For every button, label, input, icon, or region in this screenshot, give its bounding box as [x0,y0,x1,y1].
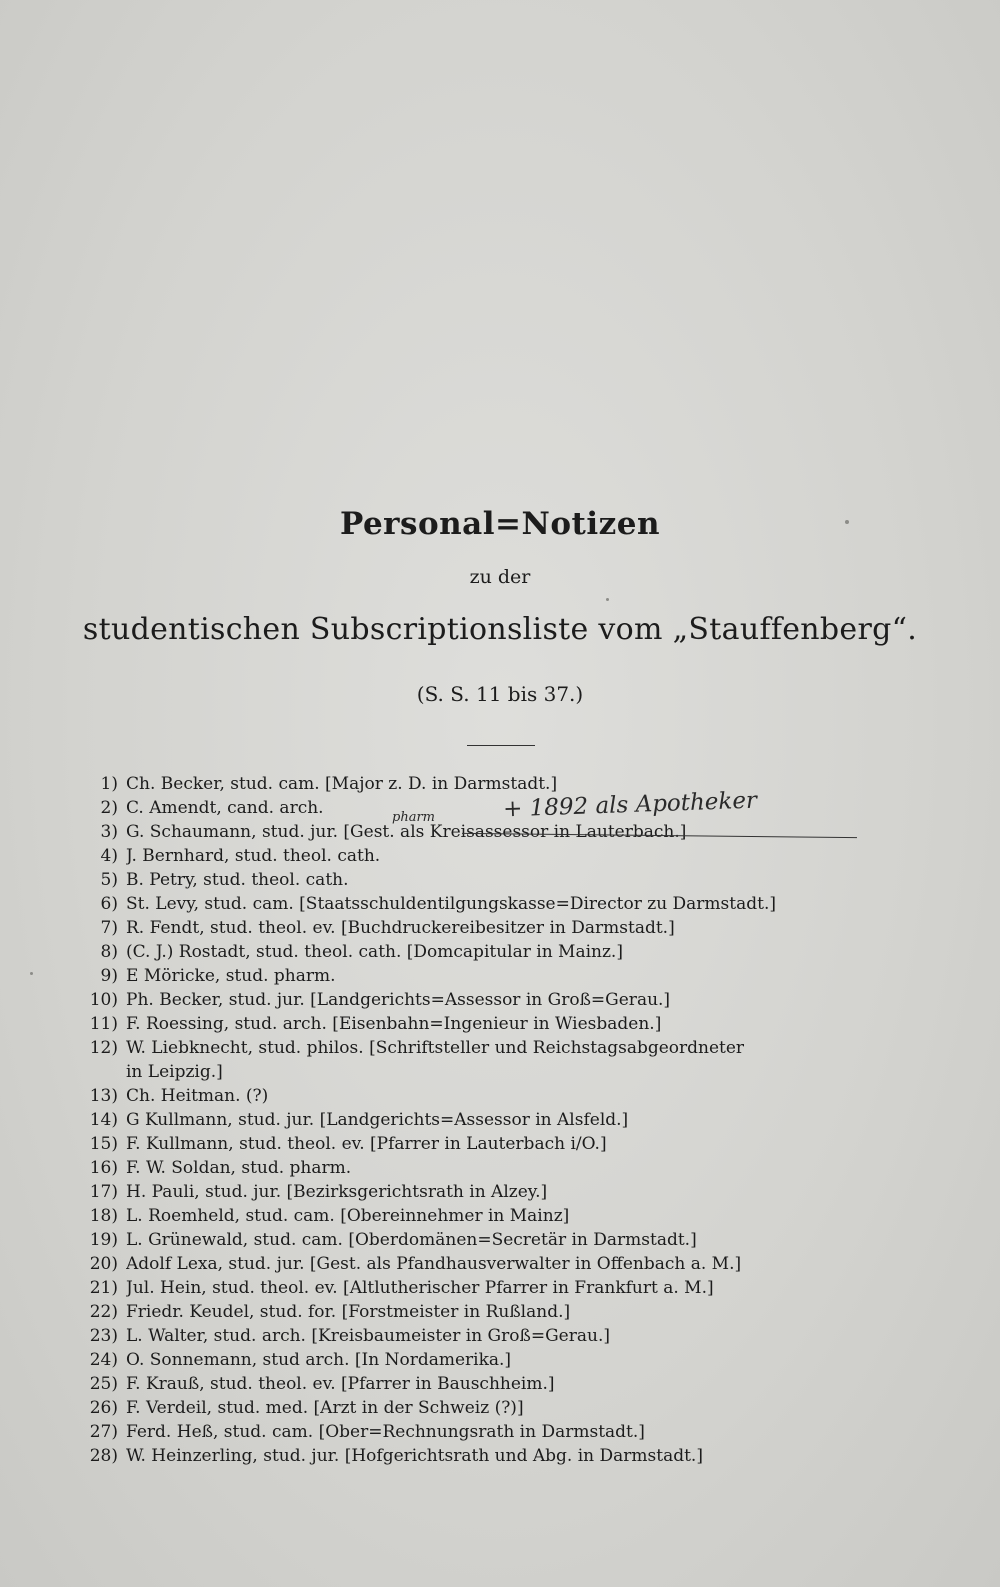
entry-text: L. Walter, stud. arch. [Kreisbaumeister in Groß=Gerau.] [126,1326,610,1346]
entry-text: R. Fendt, stud. theol. ev. [Buchdruckereibesitzer in Darmstadt.] [126,918,675,938]
document-heading: studentischen Subscriptionsliste vom „Stauffenberg“. [82,612,918,647]
entry-text: W. Liebknecht, stud. philos. [Schriftsteller und Reichstagsabgeordneter [126,1038,745,1058]
list-item [78,916,958,940]
entry-text: B. Petry, stud. theol. cath. [126,870,349,890]
entry-text: Jul. Hein, stud. theol. ev. [Altlutherischer Pfarrer in Frankfurt a. M.] [126,1278,714,1298]
entry-row [78,1036,958,1060]
list-item [78,1276,958,1300]
entry-continuation: in Leipzig.] [126,1062,223,1082]
entry-number: 13) [89,1086,118,1106]
entry-row [78,820,958,844]
list-item [78,988,958,1012]
list-item [78,1084,958,1108]
entry-text: G Kullmann, stud. jur. [Landgerichts=Assessor in Alsfeld.] [126,1110,629,1130]
divider [467,745,535,746]
page-reference: (S. S. 11 bis 37.) [416,682,584,706]
entry-row [78,1348,958,1372]
entry-number: 17) [89,1182,118,1202]
list-item [78,964,958,988]
entry-text: Ferd. Heß, stud. cam. [Ober=Rechnungsrath in Darmstadt.] [126,1422,645,1442]
entry-row [78,1396,958,1420]
entry-number: 19) [89,1230,118,1250]
document-title: Personal=Notizen [339,506,660,542]
entry-row [78,1276,958,1300]
list-item [78,940,958,964]
entry-row [78,1012,958,1036]
entry-row [78,1300,958,1324]
list-item [78,1156,958,1180]
entry-row [78,940,958,964]
list-item [78,1180,958,1204]
entry-number: 7) [100,918,118,938]
entry-row [78,1156,958,1180]
list-item [78,844,958,868]
handwritten-note: + 1892 als Apotheker [502,787,758,823]
entry-row [78,844,958,868]
entry-text: O. Sonnemann, stud arch. [In Nordamerika.] [126,1350,512,1370]
entry-number: 28) [89,1446,118,1466]
entry-number: 1) [100,774,118,794]
paper-speck [606,598,609,601]
entry-row [78,1420,958,1444]
entry-row [78,1444,958,1468]
entry-row [78,1108,958,1132]
entry-row [78,772,958,796]
entry-text: H. Pauli, stud. jur. [Bezirksgerichtsrath in Alzey.] [126,1182,548,1202]
entry-row [78,964,958,988]
entry-row [78,1204,958,1228]
entry-number: 20) [89,1254,118,1274]
entry-text: Ph. Becker, stud. jur. [Landgerichts=Assessor in Groß=Gerau.] [126,990,671,1010]
list-item [78,1300,958,1324]
entry-number: 26) [89,1398,118,1418]
entry-text: F. Roessing, stud. arch. [Eisenbahn=Ingenieur in Wiesbaden.] [126,1014,662,1034]
entry-number: 16) [89,1158,118,1178]
entry-number: 18) [89,1206,118,1226]
list-item [78,868,958,892]
list-item [78,772,958,796]
entry-text: Ch. Becker, stud. cam. [Major z. D. in Darmstadt.] [126,774,558,794]
entry-number: 21) [89,1278,118,1298]
paper-speck [30,972,33,975]
entry-text: G. Schaumann, stud. jur. [Gest. als Kreisassessor in Lauterbach.] [126,822,687,842]
entry-row [78,892,958,916]
entry-number: 3) [100,822,118,842]
entry-number: 6) [100,894,118,914]
entry-text: Friedr. Keudel, stud. for. [Forstmeister in Rußland.] [126,1302,571,1322]
list-item [78,1348,958,1372]
entry-text: J. Bernhard, stud. theol. cath. [126,846,381,866]
entry-number: 23) [89,1326,118,1346]
entry-row [78,1084,958,1108]
entry-number: 12) [89,1038,118,1058]
document-subtitle: zu der [469,566,531,588]
entry-number: 4) [100,846,118,866]
entry-number: 8) [100,942,118,962]
entry-number: 9) [100,966,118,986]
entry-text: L. Roemheld, stud. cam. [Obereinnehmer in Mainz] [126,1206,570,1226]
list-item [78,1396,958,1420]
list-item [78,1444,958,1468]
entry-text: Ch. Heitman. (?) [126,1086,269,1106]
list-item [78,1012,958,1036]
list-item [78,1372,958,1396]
entry-list [78,772,958,1468]
entry-text: W. Heinzerling, stud. jur. [Hofgerichtsrath und Abg. in Darmstadt.] [126,1446,703,1466]
entry-number: 2) [100,798,118,818]
list-item [78,1036,958,1084]
entry-number: 25) [89,1374,118,1394]
entry-number: 10) [89,990,118,1010]
entry-number: 14) [89,1110,118,1130]
entry-row [78,1252,958,1276]
entry-text: Adolf Lexa, stud. jur. [Gest. als Pfandhausverwalter in Offenbach a. M.] [126,1254,742,1274]
list-item [78,1420,958,1444]
entry-number: 22) [89,1302,118,1322]
entry-row [78,1180,958,1204]
entry-number: 15) [89,1134,118,1154]
entry-text: F. W. Soldan, stud. pharm. [126,1158,352,1178]
entry-text: C. Amendt, cand. arch. [126,798,324,818]
entry-text: (C. J.) Rostadt, stud. theol. cath. [Domcapitular in Mainz.] [126,942,623,962]
entry-number: 11) [89,1014,118,1034]
list-item [78,892,958,916]
handwritten-insertion: pharm [392,810,435,825]
list-item [78,820,958,844]
list-item [78,1228,958,1252]
list-item [78,1252,958,1276]
entry-row [78,1132,958,1156]
entry-row [78,868,958,892]
entry-number: 27) [89,1422,118,1442]
entry-text: F. Verdeil, stud. med. [Arzt in der Schweiz (?)] [126,1398,524,1418]
entry-text: L. Grünewald, stud. cam. [Oberdomänen=Secretär in Darmstadt.] [126,1230,697,1250]
entry-row [78,1324,958,1348]
list-item [78,1132,958,1156]
entry-row [78,916,958,940]
entry-text: F. Kullmann, stud. theol. ev. [Pfarrer in Lauterbach i/O.] [126,1134,607,1154]
entry-text: St. Levy, stud. cam. [Staatsschuldentilgungskasse=Director zu Darmstadt.] [126,894,776,914]
entry-row [78,988,958,1012]
entry-number: 5) [100,870,118,890]
list-item [78,1324,958,1348]
entry-row [78,1372,958,1396]
list-item [78,1204,958,1228]
entry-number: 24) [89,1350,118,1370]
entry-text: E Möricke, stud. pharm. [126,966,336,986]
entry-text: F. Krauß, stud. theol. ev. [Pfarrer in Bauschheim.] [126,1374,555,1394]
list-item [78,1108,958,1132]
entry-row [78,1228,958,1252]
